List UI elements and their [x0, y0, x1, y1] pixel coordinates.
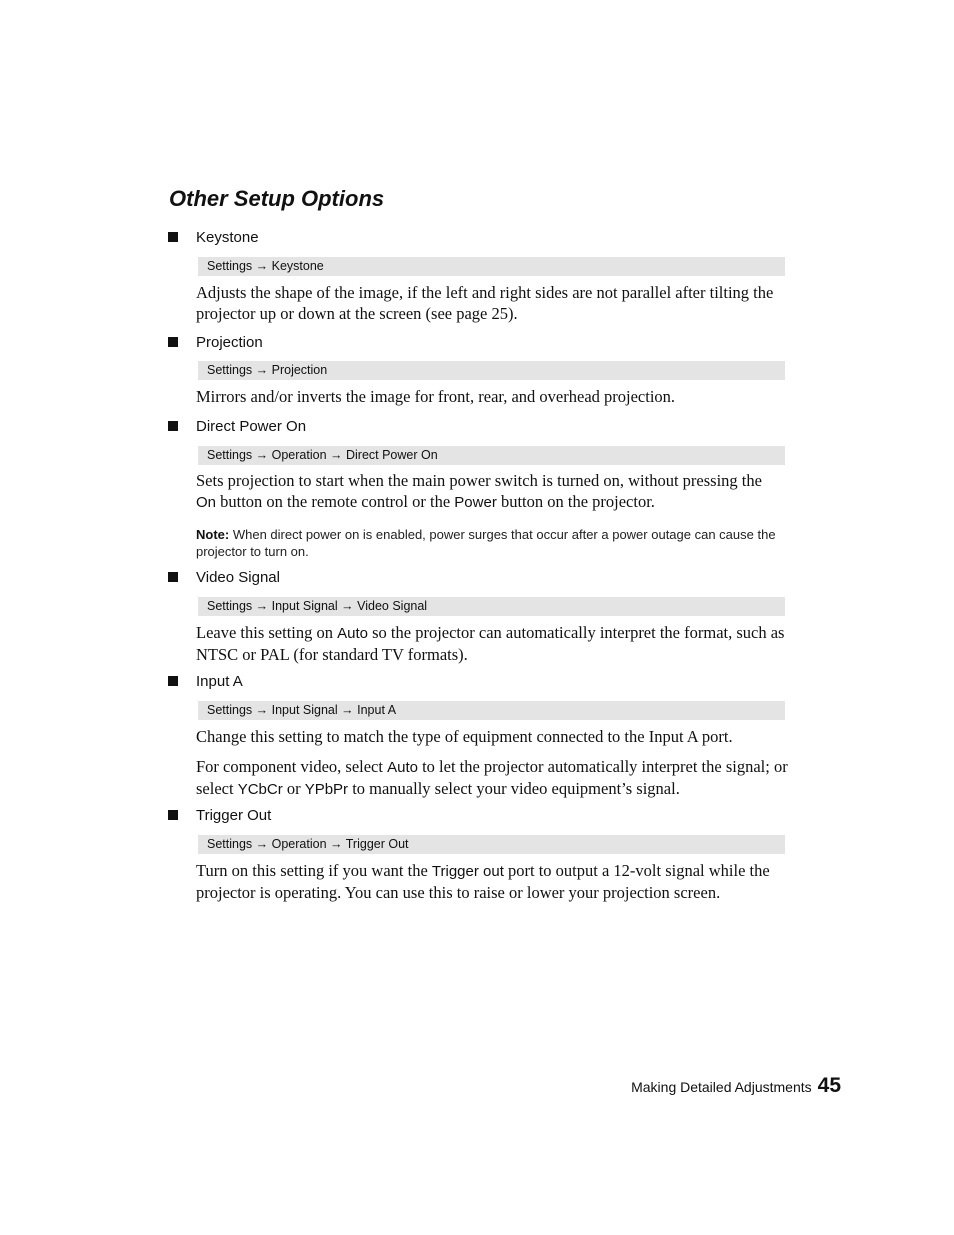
section-direct-power-on — [168, 416, 307, 436]
menu-path-item: Settings — [207, 363, 253, 377]
menu-path-item: Settings — [207, 703, 253, 717]
page-number: 45 — [817, 1074, 841, 1097]
section-description — [196, 861, 781, 903]
menu-path-item: Projection — [271, 363, 328, 377]
section-heading: Projection — [196, 333, 263, 351]
section-heading: Direct Power On — [196, 417, 307, 435]
text-run: Adjusts the shape of the image, if the left and right sides are not parallel after tilting the projector up or down at the screen (see page 25). — [196, 283, 774, 323]
menu-path-item: Operation — [271, 448, 327, 462]
text-run: button on the remote control or the — [216, 491, 455, 511]
section-description — [196, 283, 786, 324]
text-run: to let the projector automatically interpret the signal; or select — [196, 757, 788, 798]
menu-path-item: Input Signal — [271, 599, 338, 613]
text-run: to manually select your video equipment’s signal. — [348, 778, 680, 798]
section-video-signal — [168, 567, 280, 587]
arrow-right-icon: → — [326, 448, 346, 462]
page-title: Other Setup Options — [169, 186, 385, 211]
note-body: When direct power on is enabled, power surges that occur after a power outage can cause the projector to turn on. — [196, 527, 776, 559]
menu-path-item: Input Signal — [271, 703, 338, 717]
note-text — [196, 526, 786, 560]
ui-keyword: Power — [454, 493, 497, 511]
bullet-square-icon — [168, 572, 178, 582]
ui-keyword: YCbCr — [237, 780, 283, 798]
text-run: port to output a 12-volt signal while the projector is operating. You can use this to raise or lower your projection screen. — [196, 861, 770, 902]
footer-section-title: Making Detailed Adjustments — [631, 1079, 812, 1095]
menu-path-item: Settings — [207, 599, 253, 613]
section-heading: Video Signal — [196, 568, 280, 586]
arrow-right-icon: → — [326, 837, 346, 851]
menu-path — [198, 257, 785, 276]
menu-path — [198, 361, 785, 380]
ui-keyword: Auto — [387, 759, 418, 776]
section-trigger-out — [168, 805, 272, 825]
section-description — [196, 471, 781, 513]
menu-path-item: Settings — [207, 448, 253, 462]
menu-path-item: Settings — [207, 837, 253, 851]
arrow-right-icon: → — [337, 599, 358, 613]
bullet-square-icon — [168, 337, 178, 347]
arrow-right-icon: → — [252, 703, 272, 717]
note-label: Note: — [196, 527, 230, 542]
text-run: button on the projector. — [496, 491, 655, 511]
section-heading: Keystone — [196, 228, 259, 246]
text-run: so the projector can automatically interpret the format, such as NTSC or PAL (for standard TV formats). — [196, 623, 785, 664]
bullet-square-icon — [168, 421, 178, 431]
bullet-square-icon — [168, 232, 178, 242]
section-heading: Input A — [196, 672, 243, 690]
arrow-right-icon: → — [252, 363, 272, 377]
bullet-square-icon — [168, 810, 178, 820]
text-run: Sets projection to start when the main power switch is turned on, without pressing the — [196, 471, 762, 490]
section-description — [196, 387, 796, 408]
arrow-right-icon: → — [337, 703, 358, 717]
text-run: Leave this setting on — [196, 623, 338, 642]
section-keystone — [168, 227, 259, 247]
menu-path — [198, 446, 785, 465]
section-description — [196, 623, 796, 665]
text-run: Turn on this setting if you want the — [196, 861, 432, 880]
text-run: Change this setting to match the type of equipment connected to the Input A port. — [196, 727, 733, 746]
arrow-right-icon: → — [252, 259, 272, 273]
text-run: Mirrors and/or inverts the image for front, rear, and overhead projection. — [196, 387, 676, 406]
ui-keyword: Auto — [337, 625, 368, 642]
section-description — [196, 727, 796, 748]
arrow-right-icon: → — [252, 837, 272, 851]
text-run: or — [282, 778, 305, 798]
page-footer — [631, 1074, 841, 1098]
ui-keyword: On — [196, 493, 217, 511]
menu-path — [198, 701, 785, 720]
bullet-square-icon — [168, 676, 178, 686]
ui-keyword: YPbPr — [304, 780, 349, 798]
arrow-right-icon: → — [252, 599, 272, 613]
menu-path — [198, 835, 785, 854]
menu-path — [198, 597, 785, 616]
arrow-right-icon: → — [252, 448, 272, 462]
section-heading: Trigger Out — [196, 806, 272, 824]
menu-path-item: Keystone — [271, 259, 324, 273]
menu-path-item: Settings — [207, 259, 253, 273]
ui-keyword: Trigger out — [431, 863, 504, 880]
menu-path-item: Input A — [357, 703, 397, 717]
menu-path-item: Video Signal — [357, 599, 428, 613]
section-description — [196, 757, 796, 800]
text-run: For component video, select — [196, 757, 388, 776]
menu-path-item: Trigger Out — [345, 837, 409, 851]
menu-path-item: Operation — [271, 837, 327, 851]
section-input-a — [168, 671, 243, 691]
section-projection — [168, 332, 263, 352]
menu-path-item: Direct Power On — [345, 448, 438, 462]
